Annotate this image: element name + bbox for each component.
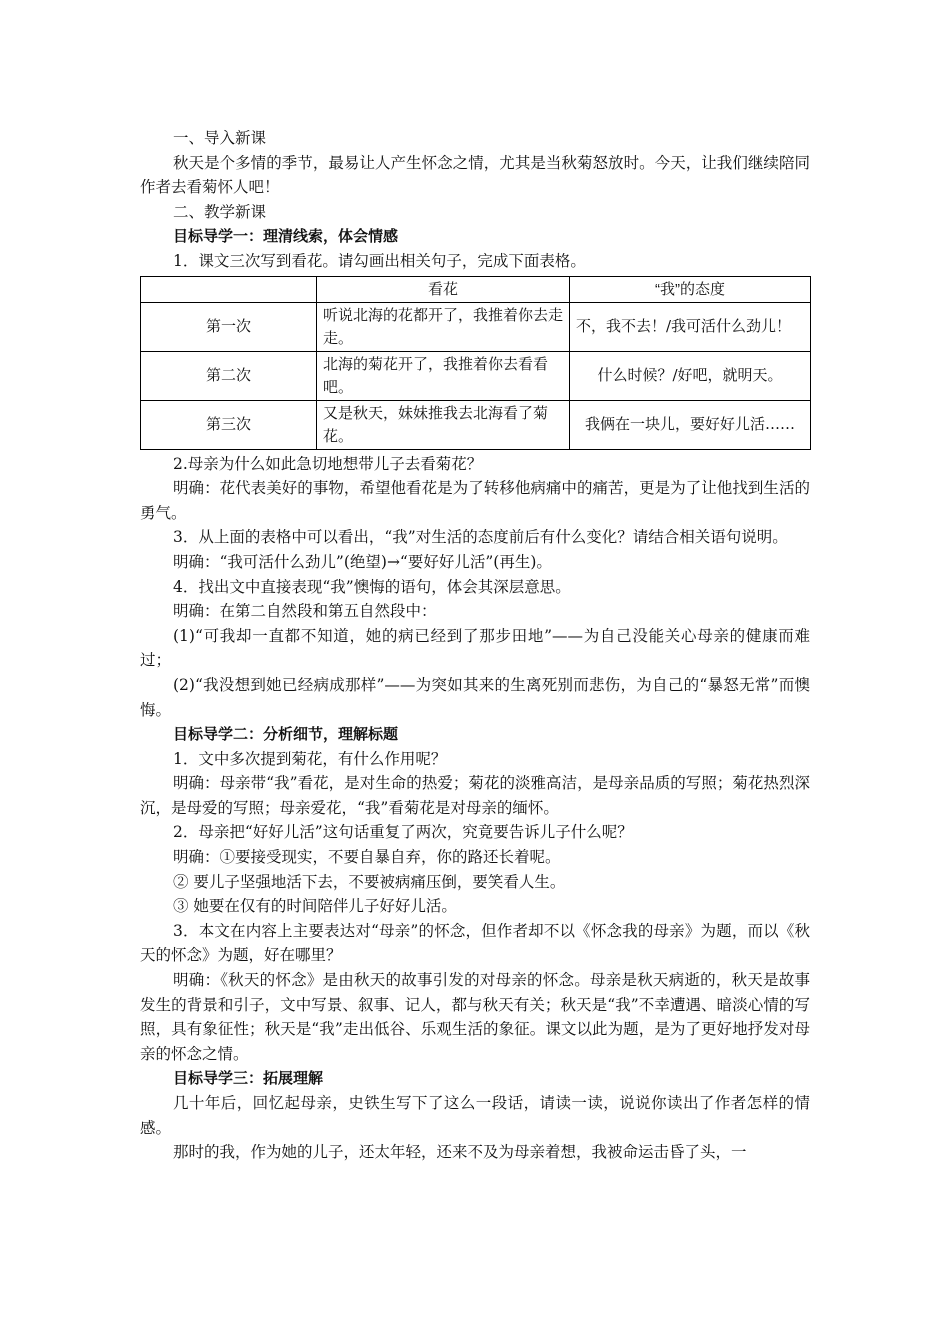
goal3-paragraph-1: 几十年后，回忆起母亲，史铁生写下了这么一段话，请读一读，说说你读出了作者怎样的情感。 bbox=[140, 1094, 810, 1137]
goal1-answer-2: 明确：花代表美好的事物，希望他看花是为了转移他病痛中的痛苦，更是为了让他找到生活的勇气。 bbox=[140, 479, 810, 522]
goal1-answer-4-point-1: (1)“可我却一直都不知道，她的病已经到了那步田地”——为自己没能关心母亲的健康而难过； bbox=[140, 626, 810, 670]
teach-heading: 二、教学新课 bbox=[173, 202, 267, 221]
goal1-question-3: 3．从上面的表格中可以看出，“我”对生活的态度前后有什么变化？请结合相关语句说明。 bbox=[173, 528, 788, 547]
row-attitude: 我俩在一块儿，要好好儿活…… bbox=[570, 400, 811, 449]
row-label: 第二次 bbox=[141, 351, 317, 400]
goal1-answer-4: 明确：在第二自然段和第五自然段中： bbox=[173, 602, 437, 621]
table-row bbox=[141, 302, 811, 351]
goal2-answer-2-point-2: ② 要儿子坚强地活下去，不要被病痛压倒，要笑看人生。 bbox=[173, 872, 566, 891]
table-header-flower: 看花 bbox=[317, 276, 570, 302]
goal1-title: 目标导学一：理清线索，体会情感 bbox=[173, 227, 399, 246]
goal1-answer-4-point-2: (2)“我没想到她已经病成那样”——为突如其来的生离死别而悲伤，为自己的“暴怒无常”而懊悔。 bbox=[140, 675, 810, 719]
flower-viewing-table bbox=[140, 276, 811, 450]
row-flower: 又是秋天，妹妹推我去北海看了菊花。 bbox=[317, 400, 570, 449]
goal2-answer-2-point-3: ③ 她要在仅有的时间陪伴儿子好好儿活。 bbox=[173, 897, 457, 916]
goal2-answer-1: 明确：母亲带“我”看花，是对生命的热爱；菊花的淡雅高洁，是母亲品质的写照；菊花热烈深沉，是母爱的写照；母亲爱花，“我”看菊花是对母亲的缅怀。 bbox=[140, 774, 810, 817]
row-label: 第一次 bbox=[141, 302, 317, 351]
goal1-question-4: 4．找出文中直接表现“我”懊悔的语句，体会其深层意思。 bbox=[173, 577, 571, 596]
row-flower: 听说北海的花都开了，我推着你去走走。 bbox=[317, 302, 570, 351]
table-row bbox=[141, 400, 811, 449]
goal1-question-1: 1．课文三次写到看花。请勾画出相关句子，完成下面表格。 bbox=[173, 251, 586, 270]
goal3-paragraph-2: 那时的我，作为她的儿子，还太年轻，还来不及为母亲着想，我被命运击昏了头，一 bbox=[173, 1143, 747, 1162]
row-attitude: 什么时候？/好吧，就明天。 bbox=[570, 351, 811, 400]
goal1-question-2: 2.母亲为什么如此急切地想带儿子去看菊花？ bbox=[173, 454, 483, 473]
row-attitude: 不，我不去！/我可活什么劲儿！ bbox=[570, 302, 811, 351]
goal2-title: 目标导学二：分析细节，理解标题 bbox=[173, 725, 399, 744]
table-row bbox=[141, 351, 811, 400]
goal2-question-2: 2．母亲把“好好儿活”这句话重复了两次，究竟要告诉儿子什么呢？ bbox=[173, 823, 633, 842]
document-page bbox=[140, 126, 810, 1165]
goal2-question-1: 1．文中多次提到菊花，有什么作用呢？ bbox=[173, 749, 447, 768]
goal2-question-3: 3．本文在内容上主要表达对“母亲”的怀念，但作者却不以《怀念我的母亲》为题，而以《秋天的怀念》为题，好在哪里？ bbox=[140, 921, 810, 965]
goal3-title: 目标导学三：拓展理解 bbox=[173, 1069, 324, 1088]
row-label: 第三次 bbox=[141, 400, 317, 449]
table-header-empty bbox=[141, 276, 317, 302]
goal2-answer-3: 明确：《秋天的怀念》是由秋天的故事引发的对母亲的怀念。母亲是秋天病逝的，秋天是故事发生的背景和引子，文中写景、叙事、记人，都与秋天有关；秋天是“我”不幸遭遇、暗淡心情的写照，具有象征性；秋天是“我”走出低谷、乐观生活的象征。课文以此为题，是为了更好地抒发对母亲的怀念之情。 bbox=[140, 971, 810, 1063]
goal2-answer-2-point-1: 明确：①要接受现实，不要自暴自弃，你的路还长着呢。 bbox=[173, 848, 561, 867]
row-flower: 北海的菊花开了，我推着你去看看吧。 bbox=[317, 351, 570, 400]
intro-heading: 一、导入新课 bbox=[173, 129, 267, 147]
intro-text: 秋天是个多情的季节，最易让人产生怀念之情，尤其是当秋菊怒放时。今天，让我们继续陪同作者去看菊怀人吧！ bbox=[140, 153, 810, 197]
goal1-answer-3: 明确：“我可活什么劲儿”(绝望)→“要好好儿活”(再生)。 bbox=[173, 552, 552, 571]
table-header-attitude: “我”的态度 bbox=[570, 276, 811, 302]
table-header-row bbox=[141, 276, 811, 302]
